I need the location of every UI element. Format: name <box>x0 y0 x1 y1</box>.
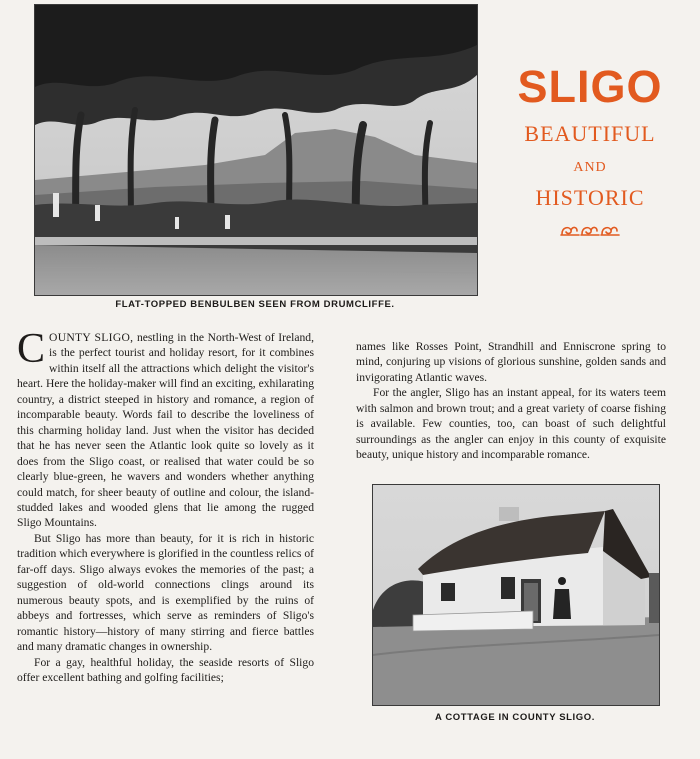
paragraph-seaside-continued: names like Rosses Point, Strandhill and Enniscrone spring to mind, conjuring up visions of glorious sunshine, golden sands and invigorating Atlantic waves. <box>356 340 666 384</box>
article-column-left <box>17 326 314 685</box>
title-beautiful: BEAUTIFUL <box>524 121 656 146</box>
shamrock-ornament-icon-graphic <box>559 223 621 237</box>
article-column-right <box>356 339 666 463</box>
paragraph-seaside-start: For a gay, healthful holiday, the seaside resorts of Sligo offer excellent bathing and golfing facilities; <box>17 655 314 684</box>
title-sligo: SLIGO <box>517 61 663 112</box>
cottage-photo-caption: A COTTAGE IN COUNTY SLIGO. <box>434 712 596 723</box>
cottage-image <box>373 485 659 705</box>
title-and: AND <box>573 160 607 175</box>
paragraph-history: But Sligo has more than beauty, for it is rich in historic tradition which everywhere is glorified in the countless relics of far-off days. Sligo always evokes the memories of the past; a suggestion of old-world connections clings around its numerous beauty spots, and is exemplified by the ruins of abbeys and fortresses, which serve as reminders of Sligo's romantic history—history of many stirring and fierce battles and many dramatic changes in ownership. <box>17 531 314 654</box>
cottage-photo <box>372 484 660 706</box>
paragraph-angling: For the angler, Sligo has an instant appeal, for its waters teem with salmon and brown trout; and a great variety of coarse fishing is available. Few counties, too, can boast of such delightful surroundings as the angler can enjoy in this county of exquisite beauty, unique history and incomparable romance. <box>356 386 666 462</box>
title-block <box>490 61 690 237</box>
drop-cap: C <box>17 326 46 372</box>
intro-lead: OUNTY SLIGO, <box>49 331 134 344</box>
title-historic: HISTORIC <box>535 185 645 210</box>
shamrock-ornament-icon <box>490 223 690 237</box>
benbulben-landscape-image <box>35 5 477 295</box>
paragraph-intro <box>17 326 314 531</box>
intro-text: nestling in the North-West of Ireland, is the perfect tourist and holiday resort, for it combines within itself all the attractions which delight the visitor's heart. Here the holiday-maker will find an exciting, exhilarating country, a district steeped in history and romance, a region of incomparable beauty. Words fail to describe the loveliness of this charming holiday land. Just when the visitor has decided that he has never seen the Atlantic look quite so lovely as it does from the Sligo coast, or realised that water could be so clearly blue-green, he wavers and wonders whether anything could match, for sheer beauty of outline and colour, the island-studded lakes and wooded glens that lie among the rugged Sligo Mountains. <box>17 331 314 530</box>
benbulben-photo-caption: FLAT-TOPPED BENBULBEN SEEN FROM DRUMCLIFFE. <box>115 299 395 310</box>
benbulben-photo <box>34 4 478 296</box>
